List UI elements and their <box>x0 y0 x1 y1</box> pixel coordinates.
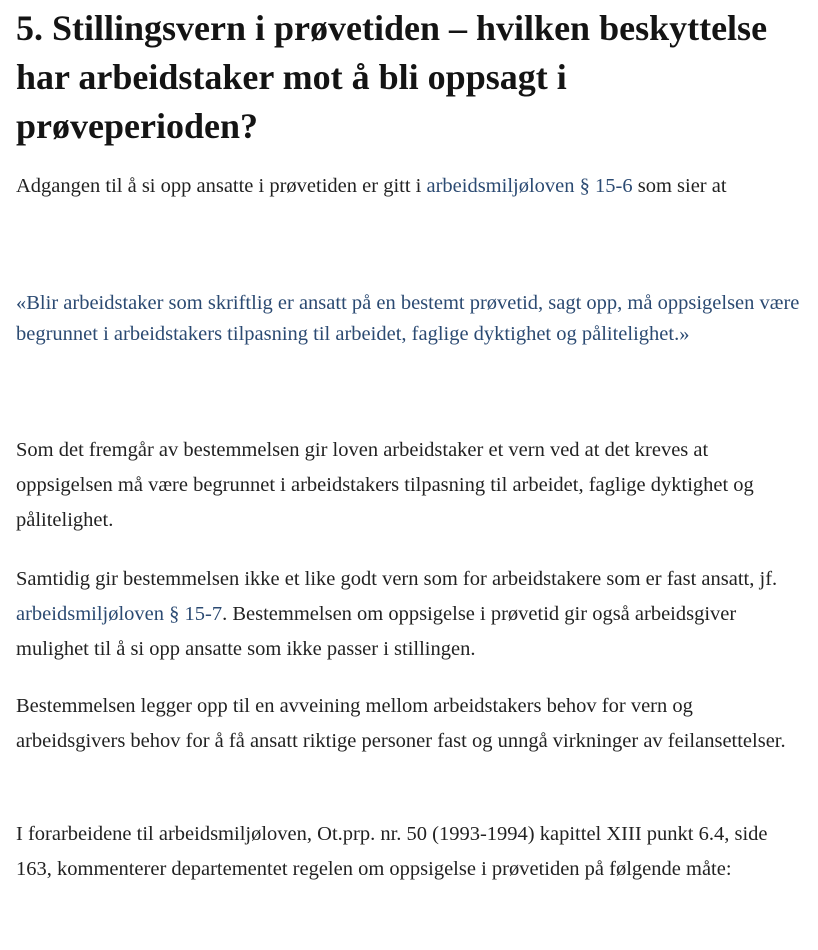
intro-paragraph <box>16 169 806 204</box>
explanation-paragraph: Som det fremgår av bestemmelsen gir loven arbeidstaker et vern ved at det kreves at oppsigelsen må være begrunnet i arbeidstakers tilpasning til arbeidet, faglige dyktighet og pålitelighet. <box>16 439 754 531</box>
aml-15-7-link[interactable]: arbeidsmiljøloven § 15-7 <box>16 603 223 625</box>
section-heading: 5. Stillingsvern i prøvetiden – hvilken beskyttelse har arbeidstaker mot å bli oppsagt i prøveperioden? <box>16 8 768 146</box>
intro-text-after: som sier at <box>632 175 727 197</box>
comparison-text-before: Samtidig gir bestemmelsen ikke et like godt vern som for arbeidstakere som er fast ansatt, jf. <box>16 568 778 590</box>
intro-text-before: Adgangen til å si opp ansatte i prøvetiden er gitt i <box>16 175 427 197</box>
comparison-paragraph <box>16 562 806 667</box>
preparatory-works-paragraph: I forarbeidene til arbeidsmiljøloven, Ot.prp. nr. 50 (1993-1994) kapittel XIII punkt 6.4, side 163, kommenterer departementet regelen om oppsigelse i prøvetiden på følgende måte: <box>16 823 768 880</box>
aml-15-6-link[interactable]: arbeidsmiljøloven § 15-6 <box>426 175 633 197</box>
law-quote: «Blir arbeidstaker som skriftlig er ansatt på en bestemt prøvetid, sagt opp, må oppsigelsen være begrunnet i arbeidstakers tilpasning til arbeidet, faglige dyktighet og pålitelighet.» <box>16 292 800 345</box>
comparison-text-after: . Bestemmelsen om oppsigelse i prøvetid gir også arbeidsgiver mulighet til å si opp ansatte som ikke passer i stillingen. <box>16 603 737 660</box>
balance-paragraph: Bestemmelsen legger opp til en avveining mellom arbeidstakers behov for vern og arbeidsgivers behov for å få ansatt riktige personer fast og unngå virkninger av feilansettelser. <box>16 695 786 752</box>
